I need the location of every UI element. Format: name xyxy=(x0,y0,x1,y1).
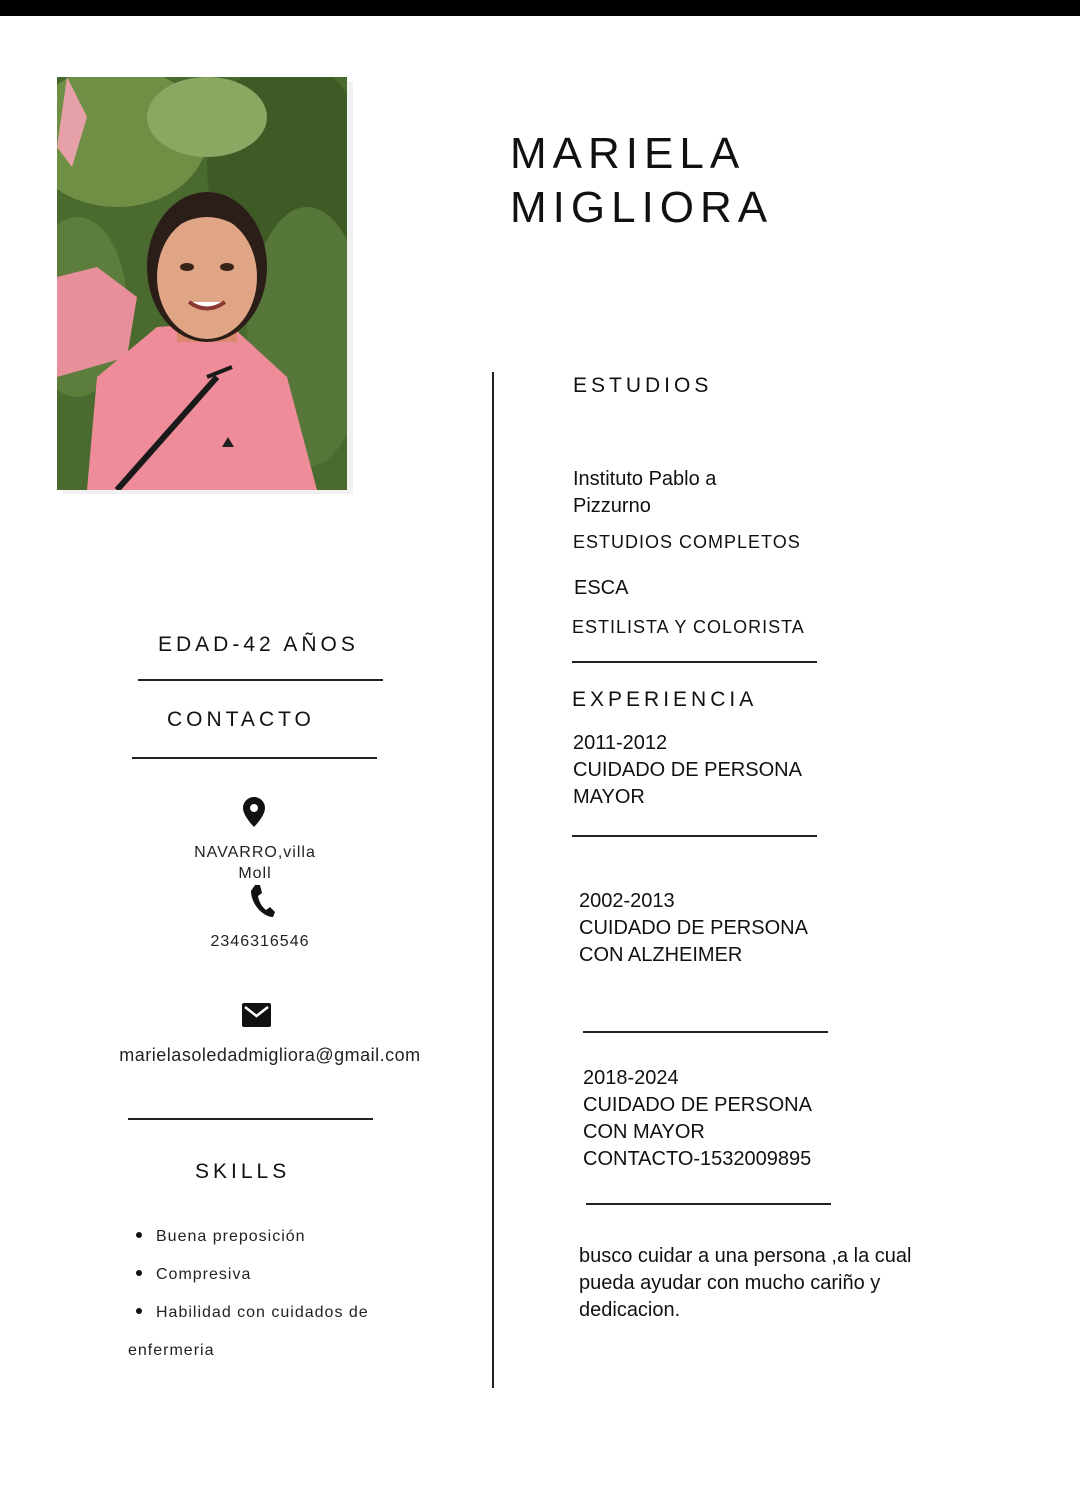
phone-number[interactable]: 2346316546 xyxy=(210,933,310,950)
map-pin-icon xyxy=(243,797,265,832)
skill-item: Buena preposición xyxy=(128,1218,448,1256)
divider xyxy=(128,1118,373,1120)
divider xyxy=(586,1203,831,1205)
email-address[interactable]: marielasoledadmigliora@gmail.com xyxy=(119,1045,421,1065)
experience-entry: 2002-2013 CUIDADO DE PERSONA CON ALZHEIMER xyxy=(579,890,808,966)
divider xyxy=(572,835,817,837)
bullet-icon xyxy=(136,1232,142,1238)
age-heading: EDAD-42 AÑOS xyxy=(158,633,359,656)
study-detail: ESTILISTA Y COLORISTA xyxy=(572,617,805,637)
study-school: ESCA xyxy=(574,577,629,599)
divider xyxy=(572,661,817,663)
profile-photo xyxy=(57,77,347,490)
experience-entry: 2018-2024 CUIDADO DE PERSONA CON MAYOR CONTACTO-1532009895 xyxy=(583,1067,812,1170)
skills-heading: SKILLS xyxy=(195,1160,291,1183)
experience-entry: 2011-2012 CUIDADO DE PERSONA MAYOR xyxy=(573,732,802,808)
divider xyxy=(138,679,383,681)
skill-item-continuation: enfermeria xyxy=(128,1342,215,1359)
first-name: MARIELA xyxy=(510,129,746,178)
objective-text: busco cuidar a una persona ,a la cual pueda ayudar con mucho cariño y dedicacion. xyxy=(579,1245,912,1321)
study-school: Instituto Pablo a Pizzurno xyxy=(573,468,717,517)
envelope-icon xyxy=(242,1003,271,1032)
skill-item: Habilidad con cuidados de enfermeria xyxy=(128,1294,448,1370)
skill-item: Compresiva xyxy=(128,1256,448,1294)
last-name: MIGLIORA xyxy=(510,183,774,232)
phone-icon xyxy=(249,884,275,923)
study-detail: ESTUDIOS COMPLETOS xyxy=(573,532,801,552)
experience-heading: EXPERIENCIA xyxy=(572,688,758,711)
divider xyxy=(583,1031,828,1033)
bullet-icon xyxy=(136,1270,142,1276)
contact-heading: CONTACTO xyxy=(167,708,315,731)
divider xyxy=(132,757,377,759)
bullet-icon xyxy=(136,1308,142,1314)
skills-list xyxy=(128,1218,448,1370)
top-bar xyxy=(0,0,1080,16)
location-text: NAVARRO,villa Moll xyxy=(194,844,316,882)
column-divider xyxy=(492,372,494,1388)
studies-heading: ESTUDIOS xyxy=(573,374,713,397)
